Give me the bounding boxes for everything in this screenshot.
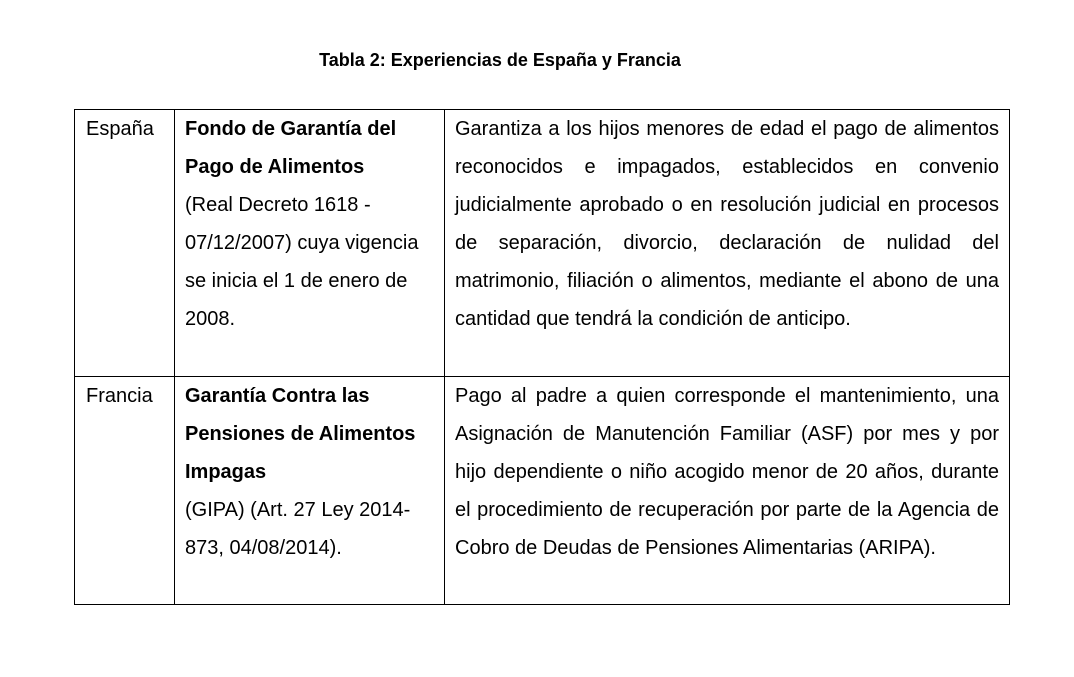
table-caption: Tabla 2: Experiencias de España y Francia [319,50,681,70]
program-name: Fondo de Garantía del Pago de Alimentos [185,118,397,178]
description-cell: Garantiza a los hijos menores de edad el pago de alimentos reconocidos e impagados, establecidos en convenio judicialmente aprobado o en resolución judicial en procesos de separación, divorcio, declaración de nulidad del matrimonio, filiación o alimentos, mediante el abono de una cantidad que tendrá la condición de anticipo. [445,110,1010,377]
program-detail: (GIPA) (Art. 27 Ley 2014-873, 04/08/2014). [185,499,411,559]
country-cell: Francia [75,377,175,605]
table-row [75,110,1010,377]
program-name: Garantía Contra las Pensiones de Alimentos Impagas [185,385,416,483]
country-cell: España [75,110,175,377]
program-cell [175,110,445,377]
description-cell: Pago al padre a quien corresponde el mantenimiento, una Asignación de Manutención Familiar (ASF) por mes y por hijo dependiente o niño acogido menor de 20 años, durante el procedimiento de recuperación por parte de la Agencia de Cobro de Deudas de Pensiones Alimentarias (ARIPA). [445,377,1010,605]
program-cell [175,377,445,605]
table-row [75,377,1010,605]
experiences-table [74,109,1010,605]
program-detail: (Real Decreto 1618 - 07/12/2007) cuya vigencia se inicia el 1 de enero de 2008. [185,194,419,330]
